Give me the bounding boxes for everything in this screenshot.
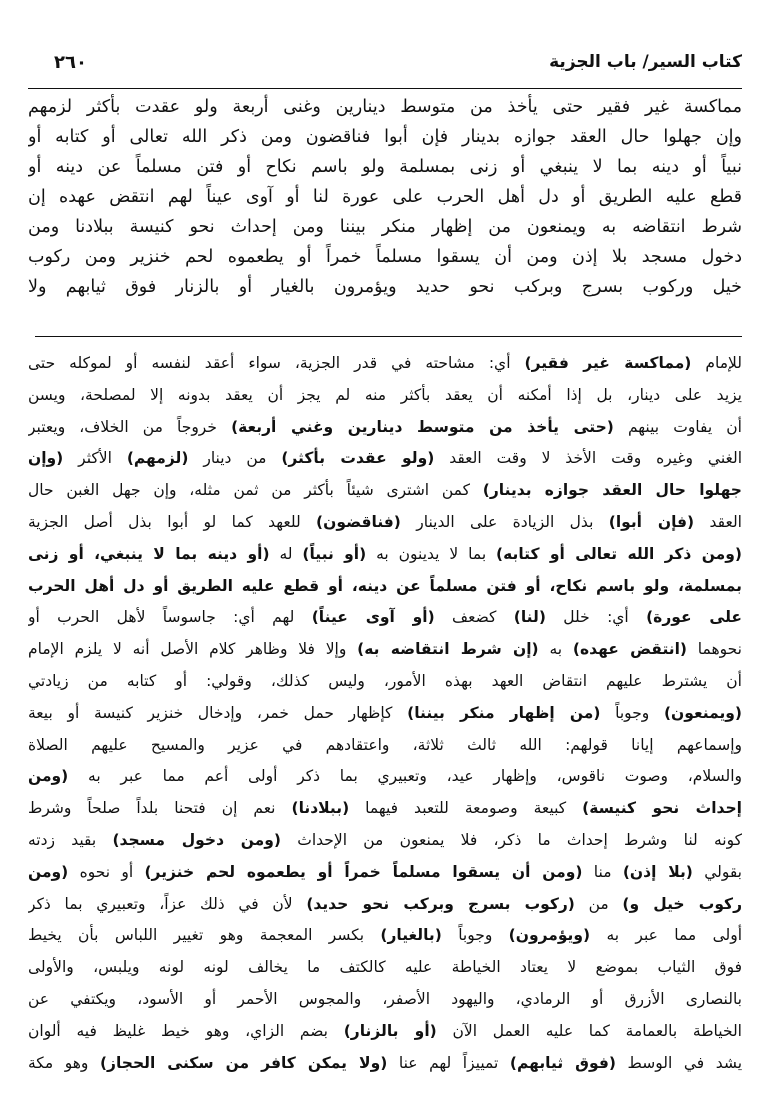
commentary-text: منا	[582, 862, 623, 881]
main-text-line: مماكسة غير فقير حتى يأخذ من متوسط دينارين وغنى أربعة ولو عقدت بأكثر لزمهم	[28, 97, 742, 117]
commentary-line	[28, 571, 742, 603]
quoted-matn-text: (ومن أن يسقوا مسلماً خمراً أو يطعموه لحم خنزير)	[144, 862, 583, 881]
commentary-line	[28, 348, 742, 380]
commentary-line	[28, 1016, 742, 1048]
commentary-text: لهم أي: جاسوساً لأهل الحرب أو	[28, 608, 312, 627]
commentary-text: بذل الزيادة على الدينار	[400, 512, 609, 531]
main-text-line: نبياً أو دينه بما لا ينبغي أو زنى بمسلمة ولو باسم نكاح أو فتن مسلماً عن دينه أو	[28, 157, 742, 177]
commentary-line	[28, 666, 742, 698]
commentary-text: خروجاً من الخلاف، ويعتبر	[28, 417, 232, 436]
commentary-text: كونه لنا وشرط إحداث ما ذكر، فلا يمنعون من الإحداث	[281, 830, 742, 849]
commentary-text: نحوهما	[687, 640, 742, 659]
commentary-text: للعهد كما لو أبوا بذل أصل الجزية	[28, 512, 317, 531]
quoted-matn-text: (بالغيار)	[380, 926, 442, 945]
quoted-matn-text: (ولو عقدت بأكثر)	[281, 449, 435, 468]
commentary-text: يشد في الوسط	[615, 1053, 742, 1072]
quoted-matn-text: (ومن	[28, 767, 69, 786]
header-rule	[28, 88, 742, 89]
quoted-matn-text: (فناقضون)	[316, 512, 401, 531]
commentary-text: به	[538, 640, 573, 659]
commentary-line	[28, 380, 742, 412]
commentary-text: أن يشترط عليهم انتقاض العهد بهذه الأمور، وليس كذلك، وقولي: أو كتابه من زيادتي	[28, 671, 742, 690]
quoted-matn-text: (حتى يأخذ من متوسط دينارين وغني أربعة)	[231, 417, 614, 436]
commentary-text: الخياطة بالعمامة كما عليه العمل الآن	[436, 1021, 742, 1040]
commentary-text: لأن في ذلك عزاً، وتعبيري بما ذكر	[28, 894, 307, 913]
main-text-line: دخول مسجد بلا إذن ومن أن يسقوا مسلماً خمراً أو يطعموه لحم خنزير ومن ركوب	[28, 247, 742, 267]
commentary-text: كإظهار حمل خمر، وإدخال خنزير كنيسة أو بيعة	[28, 703, 408, 722]
quoted-matn-text: (من إظهار منكر بيننا)	[407, 703, 601, 722]
commentary-text: من دينار	[188, 449, 282, 468]
commentary-text: نعم إن فتحنا بلداً صلحاً وشرط	[28, 799, 292, 818]
commentary-text: أي: مشاحته في قدر الجزية، سواء أعقد لنفسه أو لموكله حتى	[28, 354, 525, 372]
quoted-matn-text: (وإن	[28, 449, 64, 468]
commentary-line	[28, 825, 742, 857]
quoted-matn-text: (بلا إذن)	[622, 862, 693, 881]
quoted-matn-text: (إن شرط انتقاضه به)	[357, 640, 539, 659]
commentary-line	[28, 443, 742, 475]
quoted-matn-text: (ركوب بسرج وبركب نحو حديد)	[306, 894, 575, 913]
quoted-matn-text: (ومن ذكر الله تعالى أو كتابه)	[496, 544, 742, 563]
commentary-text: وإلا فلا وظاهر كلام الأصل أنه لا يلزم الإمام	[28, 640, 358, 659]
quoted-matn-text: (ببلادنا)	[291, 799, 350, 818]
main-text-block	[28, 92, 742, 302]
commentary-line	[28, 475, 742, 507]
main-text-line: وإن جهلوا حال العقد جوازه بدينار فإن أبوا فناقضون ومن ذكر الله تعالى أو كتابه أو	[28, 127, 742, 147]
quoted-matn-text: (ومن	[28, 862, 69, 881]
commentary-line	[28, 507, 742, 539]
commentary-line	[28, 984, 742, 1016]
quoted-matn-text: (مماكسة غير فقير)	[524, 354, 692, 372]
quoted-matn-text: ركوب خيل و)	[622, 894, 742, 913]
quoted-matn-text: (فإن أبوا)	[608, 512, 695, 531]
commentary-line	[28, 634, 742, 666]
commentary-line	[28, 920, 742, 952]
quoted-matn-text: على عورة)	[646, 608, 742, 627]
quoted-matn-text: (لنا)	[513, 608, 546, 627]
commentary-text: من	[574, 894, 623, 913]
quoted-matn-text: جهلوا حال العقد جوازه بدينار)	[482, 481, 742, 500]
quoted-matn-text: إحداث نحو كنيسة)	[582, 799, 742, 818]
commentary-text: بكسر المعجمة وهو تغيير اللباس بأن يخيط	[28, 926, 381, 945]
commentary-text: أو نحوه	[68, 862, 145, 881]
commentary-line	[28, 761, 742, 793]
commentary-text: وإسماعهم إيانا قولهم: الله ثالث ثلاثة، واعتقادهم في عزير والمسيح عليهم الصلاة	[28, 735, 742, 754]
main-text-line: قطع عليه الطريق أو دل أهل الحرب على عورة لنا أو آوى عيناً لهم انتقض عهده إن	[28, 187, 742, 207]
commentary-text: وجوباً	[600, 703, 664, 722]
commentary-text: والسلام، وصوت ناقوس، وإظهار عيد، وتعبيري بما ذكر أولى أعم مما عبر به	[68, 767, 742, 786]
page-header	[28, 52, 742, 86]
commentary-text: بالنصارى الأزرق أو الرمادي، واليهود الأصفر، والمجوس الأحمر أو الأسود، ويكتفي عن	[28, 989, 742, 1008]
commentary-line	[28, 602, 742, 634]
quoted-matn-text: (أو دينه بما لا ينبغي، أو زنى	[28, 544, 270, 563]
commentary-text: للإمام	[691, 354, 742, 372]
commentary-text: أن يفاوت بينهم	[613, 417, 742, 436]
commentary-text: العقد	[694, 512, 742, 531]
commentary-text: الأكثر	[63, 449, 127, 468]
commentary-line	[28, 730, 742, 762]
commentary-text: كمن اشترى شيئاً بأكثر من ثمن مثله، وإن جهل الغبن حال	[28, 481, 483, 500]
quoted-matn-text: (ومن دخول مسجد)	[112, 830, 281, 849]
quoted-matn-text: (ويؤمرون)	[508, 926, 591, 945]
quoted-matn-text: (ويمنعون)	[663, 703, 742, 722]
quoted-matn-text: (أو بالزنار)	[343, 1021, 437, 1040]
commentary-text: بضم الزاي، وهو خيط غليظ فيه ألوان	[28, 1021, 344, 1040]
main-text-line: خيل وركوب بسرج وبركب نحو حديد ويؤمرون بالغيار أو بالزنار فوق ثيابهم ولا	[28, 277, 742, 297]
commentary-block	[28, 348, 742, 1079]
main-text-line: شرط انتقاضه به ويمنعون من إظهار منكر بيننا ومن إحداث نحو كنيسة ببلادنا ومن	[28, 217, 742, 237]
commentary-text: بما لا يدينون به	[366, 544, 497, 563]
running-head: كتاب السير/ باب الجزية	[549, 52, 742, 72]
commentary-text: له	[269, 544, 303, 563]
quoted-matn-text: بمسلمة، ولو باسم نكاح، أو فتن مسلماً عن دينه، أو قطع عليه الطريق أو دل أهل الحرب	[28, 576, 742, 595]
commentary-line	[28, 1048, 742, 1080]
page-number: ٢٦٠	[54, 52, 87, 73]
commentary-line	[28, 412, 742, 444]
commentary-text: وجوباً	[441, 926, 509, 945]
commentary-line	[28, 539, 742, 571]
commentary-text: أي: خلل	[545, 608, 647, 627]
commentary-line	[28, 952, 742, 984]
commentary-text: تمييزاً لهم عنا	[387, 1053, 510, 1072]
commentary-line	[28, 698, 742, 730]
quoted-matn-text: (ولا يمكن كافر من سكنى الحجاز)	[99, 1053, 388, 1072]
quoted-matn-text: (أو آوى عيناً)	[311, 608, 435, 627]
commentary-text: الغني وغيره وقت الأخذ لا وقت العقد	[434, 449, 742, 468]
commentary-text: بقولي	[692, 862, 742, 881]
quoted-matn-text: (انتقض عهده)	[572, 640, 687, 659]
commentary-text: يزيد على دينار، بل إذا أمكنه أن يعقد بأكثر منه لم يجز أن يعقد بدونه إلا لمصلحة، ويسن	[28, 385, 742, 404]
section-divider-rule	[35, 336, 742, 337]
commentary-text: بقيد زدته	[28, 830, 113, 849]
commentary-text: كضعف	[434, 608, 514, 627]
commentary-text: أولى مما عبر به	[590, 926, 742, 945]
commentary-text: كبيعة وصومعة للتعبد فيهما	[349, 799, 583, 818]
quoted-matn-text: (أو نبياً)	[302, 544, 367, 563]
commentary-text: فوق الثياب بموضع لا يعتاد الخياطة عليه كالكتف ما يخالف لونه لونه ويلبس، والأولى	[28, 958, 742, 977]
quoted-matn-text: (فوق ثيابهم)	[509, 1053, 616, 1072]
commentary-line	[28, 793, 742, 825]
quoted-matn-text: (لزمهم)	[126, 449, 189, 468]
commentary-line	[28, 857, 742, 889]
commentary-text: وهو مكة	[28, 1053, 100, 1072]
commentary-line	[28, 889, 742, 921]
